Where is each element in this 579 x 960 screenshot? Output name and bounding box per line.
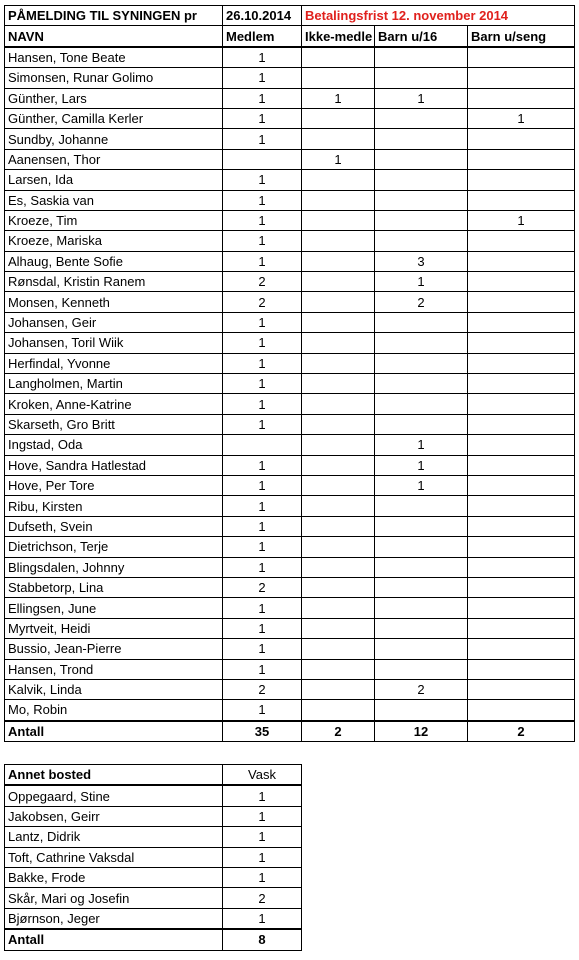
count-cell bbox=[468, 414, 575, 434]
count-cell: 1 bbox=[223, 806, 302, 826]
name-cell: Sundby, Johanne bbox=[5, 129, 223, 149]
table-row bbox=[5, 639, 575, 659]
count-cell bbox=[468, 537, 575, 557]
table-row bbox=[5, 353, 575, 373]
count-cell bbox=[468, 516, 575, 536]
header-child-no-bed: Barn u/seng bbox=[468, 26, 575, 47]
count-cell bbox=[302, 210, 375, 230]
count-cell bbox=[302, 598, 375, 618]
count-cell bbox=[375, 353, 468, 373]
count-cell bbox=[302, 679, 375, 699]
total-count: 12 bbox=[375, 721, 468, 742]
name-cell: Myrtveit, Heidi bbox=[5, 618, 223, 638]
count-cell: 2 bbox=[223, 577, 302, 597]
table-row bbox=[5, 785, 302, 806]
name-cell: Skår, Mari og Josefin bbox=[5, 888, 223, 908]
count-cell bbox=[468, 333, 575, 353]
count-cell bbox=[468, 88, 575, 108]
count-cell: 1 bbox=[223, 659, 302, 679]
count-cell bbox=[468, 170, 575, 190]
other-residence-table bbox=[4, 764, 302, 951]
count-cell bbox=[468, 292, 575, 312]
name-cell: Blingsdalen, Johnny bbox=[5, 557, 223, 577]
header-child-under-16: Barn u/16 bbox=[375, 26, 468, 47]
table-row bbox=[5, 129, 575, 149]
count-cell bbox=[302, 639, 375, 659]
header-name: NAVN bbox=[5, 26, 223, 47]
name-cell: Stabbetorp, Lina bbox=[5, 577, 223, 597]
table-row bbox=[5, 577, 575, 597]
count-cell: 1 bbox=[375, 435, 468, 455]
count-cell bbox=[375, 108, 468, 128]
count-cell bbox=[302, 414, 375, 434]
total-count: 35 bbox=[223, 721, 302, 742]
total-count: 2 bbox=[302, 721, 375, 742]
name-cell: Monsen, Kenneth bbox=[5, 292, 223, 312]
count-cell: 1 bbox=[223, 496, 302, 516]
count-cell: 1 bbox=[223, 88, 302, 108]
count-cell bbox=[223, 149, 302, 169]
table-row bbox=[5, 455, 575, 475]
name-cell: Es, Saskia van bbox=[5, 190, 223, 210]
second-header-row bbox=[5, 765, 302, 786]
table-row bbox=[5, 88, 575, 108]
count-cell bbox=[375, 618, 468, 638]
name-cell: Dietrichson, Terje bbox=[5, 537, 223, 557]
count-cell: 1 bbox=[375, 475, 468, 495]
count-cell: 1 bbox=[223, 618, 302, 638]
name-cell: Alhaug, Bente Sofie bbox=[5, 251, 223, 271]
registration-table bbox=[4, 5, 575, 742]
count-cell: 1 bbox=[223, 785, 302, 806]
name-cell: Kalvik, Linda bbox=[5, 679, 223, 699]
count-cell bbox=[302, 68, 375, 88]
count-cell bbox=[375, 190, 468, 210]
count-cell bbox=[375, 374, 468, 394]
name-cell: Johansen, Toril Wiik bbox=[5, 333, 223, 353]
name-cell: Ellingsen, June bbox=[5, 598, 223, 618]
total-count: 2 bbox=[468, 721, 575, 742]
count-cell bbox=[468, 618, 575, 638]
table-row bbox=[5, 47, 575, 68]
count-cell bbox=[375, 598, 468, 618]
count-cell bbox=[375, 659, 468, 679]
count-cell bbox=[302, 455, 375, 475]
count-cell: 1 bbox=[223, 639, 302, 659]
count-cell: 1 bbox=[468, 210, 575, 230]
name-cell: Jakobsen, Geirr bbox=[5, 806, 223, 826]
table-row bbox=[5, 190, 575, 210]
name-cell: Hove, Sandra Hatlestad bbox=[5, 455, 223, 475]
count-cell bbox=[302, 292, 375, 312]
table-row bbox=[5, 847, 302, 867]
count-cell bbox=[468, 496, 575, 516]
count-cell bbox=[468, 68, 575, 88]
count-cell bbox=[375, 333, 468, 353]
name-cell: Kroeze, Mariska bbox=[5, 231, 223, 251]
count-cell: 1 bbox=[223, 374, 302, 394]
header-laundry: Vask bbox=[223, 765, 302, 786]
count-cell: 1 bbox=[223, 455, 302, 475]
count-cell: 1 bbox=[302, 88, 375, 108]
count-cell: 1 bbox=[223, 210, 302, 230]
table-row bbox=[5, 435, 575, 455]
title-cell: PÅMELDING TIL SYNINGEN pr bbox=[5, 6, 223, 26]
table-row bbox=[5, 231, 575, 251]
header-member: Medlem bbox=[223, 26, 302, 47]
count-cell bbox=[468, 700, 575, 721]
count-cell bbox=[223, 435, 302, 455]
header-other-residence: Annet bosted bbox=[5, 765, 223, 786]
name-cell: Larsen, Ida bbox=[5, 170, 223, 190]
count-cell bbox=[468, 374, 575, 394]
table-row bbox=[5, 68, 575, 88]
table-row bbox=[5, 170, 575, 190]
count-cell bbox=[468, 557, 575, 577]
table-row bbox=[5, 679, 575, 699]
name-cell: Günther, Camilla Kerler bbox=[5, 108, 223, 128]
count-cell bbox=[375, 577, 468, 597]
count-cell bbox=[375, 47, 468, 68]
count-cell: 1 bbox=[223, 129, 302, 149]
count-cell: 1 bbox=[223, 475, 302, 495]
name-cell: Herfindal, Yvonne bbox=[5, 353, 223, 373]
count-cell: 1 bbox=[223, 47, 302, 68]
table-row bbox=[5, 618, 575, 638]
count-cell bbox=[302, 231, 375, 251]
count-cell bbox=[302, 516, 375, 536]
count-cell: 1 bbox=[223, 68, 302, 88]
table-row bbox=[5, 149, 575, 169]
count-cell bbox=[302, 557, 375, 577]
table-row bbox=[5, 312, 575, 332]
count-cell bbox=[468, 129, 575, 149]
count-cell: 1 bbox=[302, 149, 375, 169]
name-cell: Mo, Robin bbox=[5, 700, 223, 721]
table-row bbox=[5, 557, 575, 577]
count-cell bbox=[302, 618, 375, 638]
count-cell: 2 bbox=[375, 292, 468, 312]
count-cell: 1 bbox=[223, 333, 302, 353]
count-cell bbox=[302, 394, 375, 414]
count-cell bbox=[302, 537, 375, 557]
count-cell bbox=[302, 47, 375, 68]
table-row bbox=[5, 827, 302, 847]
count-cell bbox=[302, 496, 375, 516]
count-cell bbox=[375, 414, 468, 434]
count-cell bbox=[302, 435, 375, 455]
count-cell bbox=[302, 170, 375, 190]
table-row bbox=[5, 210, 575, 230]
count-cell bbox=[468, 394, 575, 414]
table-row bbox=[5, 292, 575, 312]
count-cell bbox=[302, 333, 375, 353]
table-row bbox=[5, 333, 575, 353]
count-cell: 1 bbox=[468, 108, 575, 128]
count-cell: 2 bbox=[223, 292, 302, 312]
title-row bbox=[5, 6, 575, 26]
count-cell: 1 bbox=[375, 88, 468, 108]
count-cell bbox=[468, 353, 575, 373]
date-cell: 26.10.2014 bbox=[223, 6, 302, 26]
table-row bbox=[5, 475, 575, 495]
table-row bbox=[5, 272, 575, 292]
count-cell bbox=[375, 231, 468, 251]
count-cell bbox=[375, 557, 468, 577]
name-cell: Oppegaard, Stine bbox=[5, 785, 223, 806]
count-cell bbox=[375, 537, 468, 557]
name-cell: Günther, Lars bbox=[5, 88, 223, 108]
count-cell: 1 bbox=[223, 231, 302, 251]
count-cell: 1 bbox=[223, 516, 302, 536]
count-cell: 1 bbox=[223, 847, 302, 867]
name-cell: Hansen, Tone Beate bbox=[5, 47, 223, 68]
name-cell: Kroken, Anne-Katrine bbox=[5, 394, 223, 414]
count-cell bbox=[302, 353, 375, 373]
count-cell bbox=[302, 108, 375, 128]
count-cell bbox=[468, 639, 575, 659]
name-cell: Hansen, Trond bbox=[5, 659, 223, 679]
count-cell bbox=[302, 190, 375, 210]
count-cell bbox=[302, 475, 375, 495]
name-cell: Ribu, Kirsten bbox=[5, 496, 223, 516]
table-row bbox=[5, 394, 575, 414]
count-cell bbox=[375, 210, 468, 230]
count-cell: 2 bbox=[223, 679, 302, 699]
table-row bbox=[5, 414, 575, 434]
name-cell: Langholmen, Martin bbox=[5, 374, 223, 394]
name-cell: Bakke, Frode bbox=[5, 867, 223, 887]
table-row bbox=[5, 888, 302, 908]
total-row bbox=[5, 929, 302, 950]
name-cell: Dufseth, Svein bbox=[5, 516, 223, 536]
table-row bbox=[5, 867, 302, 887]
table-row bbox=[5, 108, 575, 128]
table-row bbox=[5, 251, 575, 271]
table-row bbox=[5, 659, 575, 679]
table-row bbox=[5, 537, 575, 557]
table-row bbox=[5, 374, 575, 394]
name-cell: Rønsdal, Kristin Ranem bbox=[5, 272, 223, 292]
header-row bbox=[5, 26, 575, 47]
table-row bbox=[5, 516, 575, 536]
count-cell: 1 bbox=[223, 108, 302, 128]
count-cell bbox=[375, 129, 468, 149]
table-row bbox=[5, 598, 575, 618]
count-cell bbox=[375, 170, 468, 190]
count-cell bbox=[302, 577, 375, 597]
count-cell bbox=[302, 129, 375, 149]
count-cell bbox=[375, 639, 468, 659]
count-cell: 1 bbox=[223, 251, 302, 271]
count-cell bbox=[468, 312, 575, 332]
count-cell bbox=[375, 149, 468, 169]
name-cell: Ingstad, Oda bbox=[5, 435, 223, 455]
count-cell bbox=[468, 47, 575, 68]
name-cell: Simonsen, Runar Golimo bbox=[5, 68, 223, 88]
total-label: Antall bbox=[5, 929, 223, 950]
count-cell: 1 bbox=[223, 190, 302, 210]
count-cell bbox=[468, 679, 575, 699]
total-row bbox=[5, 721, 575, 742]
count-cell: 2 bbox=[223, 272, 302, 292]
count-cell bbox=[468, 659, 575, 679]
name-cell: Skarseth, Gro Britt bbox=[5, 414, 223, 434]
name-cell: Johansen, Geir bbox=[5, 312, 223, 332]
name-cell: Lantz, Didrik bbox=[5, 827, 223, 847]
count-cell: 1 bbox=[223, 394, 302, 414]
count-cell bbox=[302, 272, 375, 292]
count-cell: 1 bbox=[223, 312, 302, 332]
name-cell: Aanensen, Thor bbox=[5, 149, 223, 169]
count-cell: 2 bbox=[223, 888, 302, 908]
count-cell bbox=[468, 149, 575, 169]
count-cell: 1 bbox=[223, 557, 302, 577]
count-cell bbox=[302, 312, 375, 332]
count-cell bbox=[468, 272, 575, 292]
count-cell: 1 bbox=[375, 455, 468, 475]
name-cell: Bjørnson, Jeger bbox=[5, 908, 223, 929]
count-cell: 1 bbox=[223, 598, 302, 618]
count-cell bbox=[468, 577, 575, 597]
count-cell: 1 bbox=[223, 700, 302, 721]
count-cell bbox=[302, 700, 375, 721]
count-cell bbox=[375, 68, 468, 88]
count-cell: 1 bbox=[375, 272, 468, 292]
table-row bbox=[5, 908, 302, 929]
count-cell: 1 bbox=[223, 908, 302, 929]
count-cell bbox=[468, 598, 575, 618]
count-cell bbox=[302, 659, 375, 679]
name-cell: Toft, Cathrine Vaksdal bbox=[5, 847, 223, 867]
header-non-member: Ikke-medle bbox=[302, 26, 375, 47]
total-count: 8 bbox=[223, 929, 302, 950]
count-cell bbox=[375, 312, 468, 332]
name-cell: Bussio, Jean-Pierre bbox=[5, 639, 223, 659]
count-cell bbox=[468, 435, 575, 455]
count-cell bbox=[468, 231, 575, 251]
count-cell bbox=[468, 475, 575, 495]
table-row bbox=[5, 700, 575, 721]
count-cell bbox=[375, 394, 468, 414]
count-cell: 1 bbox=[223, 353, 302, 373]
count-cell: 2 bbox=[375, 679, 468, 699]
count-cell bbox=[375, 496, 468, 516]
count-cell: 1 bbox=[223, 827, 302, 847]
payment-deadline: Betalingsfrist 12. november 2014 bbox=[302, 6, 575, 26]
count-cell: 3 bbox=[375, 251, 468, 271]
count-cell bbox=[468, 251, 575, 271]
count-cell: 1 bbox=[223, 867, 302, 887]
count-cell bbox=[468, 190, 575, 210]
count-cell bbox=[375, 516, 468, 536]
count-cell: 1 bbox=[223, 414, 302, 434]
table-row bbox=[5, 496, 575, 516]
count-cell bbox=[302, 374, 375, 394]
table-row bbox=[5, 806, 302, 826]
count-cell bbox=[302, 251, 375, 271]
total-label: Antall bbox=[5, 721, 223, 742]
count-cell bbox=[375, 700, 468, 721]
name-cell: Kroeze, Tim bbox=[5, 210, 223, 230]
count-cell: 1 bbox=[223, 537, 302, 557]
count-cell: 1 bbox=[223, 170, 302, 190]
name-cell: Hove, Per Tore bbox=[5, 475, 223, 495]
count-cell bbox=[468, 455, 575, 475]
